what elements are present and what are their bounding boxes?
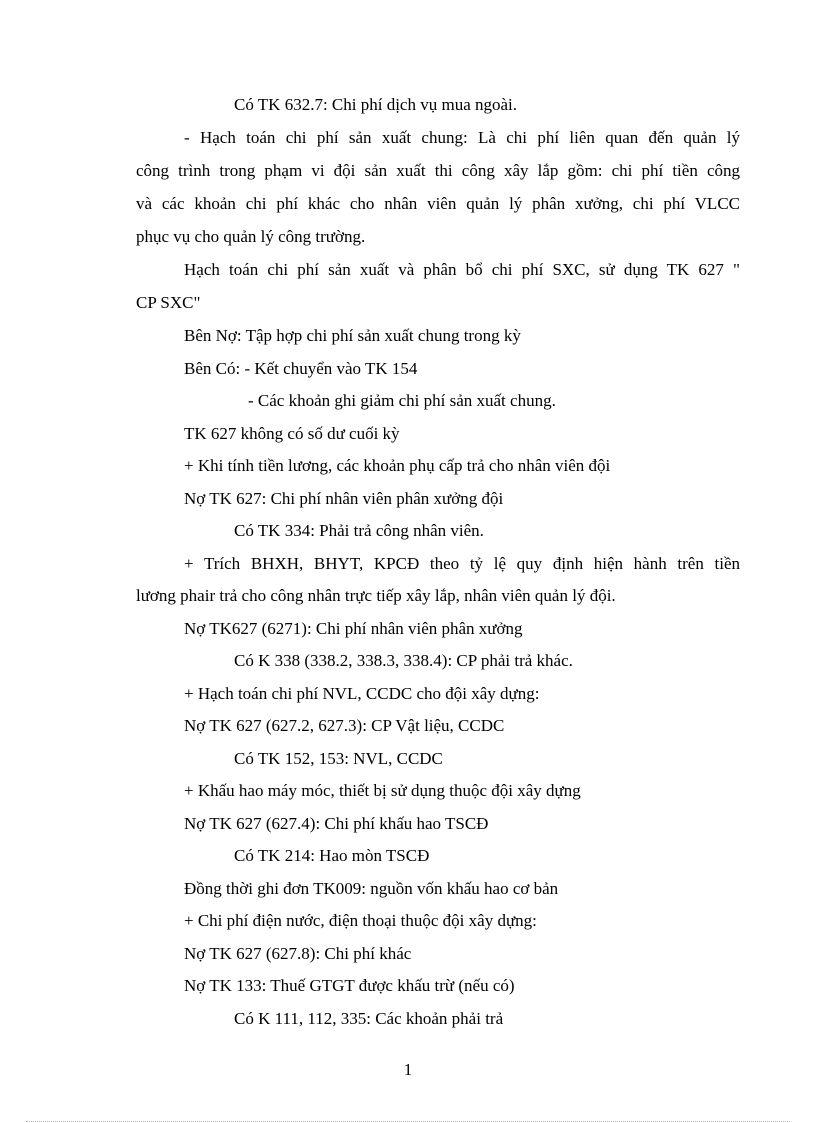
text-line: + Khi tính tiền lương, các khoản phụ cấp trả cho nhân viên đội xyxy=(184,456,611,475)
text-line: Có K 338 (338.2, 338.3, 338.4): CP phải trả khác. xyxy=(234,651,573,670)
paragraph-line: và các khoản chi phí khác cho nhân viên quản lý phân xưởng, chi phí VLCC xyxy=(136,194,740,213)
text-line: Nợ TK 627 (627.8): Chi phí khác xyxy=(184,944,412,963)
text-line: Có K 111, 112, 335: Các khoản phải trả xyxy=(234,1009,504,1028)
text-line: + Hạch toán chi phí NVL, CCDC cho đội xây dựng: xyxy=(184,684,540,703)
text-line: + Chi phí điện nước, điện thoại thuộc đội xây dựng: xyxy=(184,911,537,930)
paragraph-line: phục vụ cho quản lý công trường. xyxy=(136,227,366,246)
text-line: - Các khoản ghi giảm chi phí sản xuất chung. xyxy=(248,391,556,410)
paragraph-line: CP SXC" xyxy=(136,293,201,312)
text-line: Nợ TK 627 (627.2, 627.3): CP Vật liệu, CCDC xyxy=(184,716,505,735)
text-line: + Khấu hao máy móc, thiết bị sử dụng thuộc đội xây dựng xyxy=(184,781,581,800)
page-divider xyxy=(26,1121,790,1122)
text-line: Đồng thời ghi đơn TK009: nguồn vốn khấu hao cơ bản xyxy=(184,879,559,898)
paragraph-line: lương phair trả cho công nhân trực tiếp xây lắp, nhân viên quản lý đội. xyxy=(136,586,616,605)
text-line: TK 627 không có số dư cuối kỳ xyxy=(184,424,400,443)
text-line: Có TK 334: Phải trả công nhân viên. xyxy=(234,521,484,540)
paragraph-line: + Trích BHXH, BHYT, KPCĐ theo tỷ lệ quy định hiện hành trên tiền xyxy=(184,554,740,573)
text-line: Có TK 632.7: Chi phí dịch vụ mua ngoài. xyxy=(234,95,518,114)
text-line: Nợ TK 627: Chi phí nhân viên phân xưởng đội xyxy=(184,489,504,508)
paragraph-line: - Hạch toán chi phí sản xuất chung: Là chi phí liên quan đến quản lý xyxy=(184,128,740,147)
text-line: Có TK 214: Hao mòn TSCĐ xyxy=(234,846,430,865)
paragraph-line: Hạch toán chi phí sản xuất và phân bổ chi phí SXC, sử dụng TK 627 " xyxy=(184,260,740,279)
text-line: Bên Có: - Kết chuyển vào TK 154 xyxy=(184,359,418,378)
text-line: Nợ TK627 (6271): Chi phí nhân viên phân xưởng xyxy=(184,619,523,638)
paragraph-line: công trình trong phạm vi đội sản xuất thi công xây lắp gồm: chi phí tiền công xyxy=(136,161,740,180)
text-line: Nợ TK 627 (627.4): Chi phí khấu hao TSCĐ xyxy=(184,814,489,833)
text-line: Bên Nợ: Tập hợp chi phí sản xuất chung trong kỳ xyxy=(184,326,521,345)
text-line: Có TK 152, 153: NVL, CCDC xyxy=(234,749,443,768)
page-number: 1 xyxy=(403,1060,413,1079)
text-line: Nợ TK 133: Thuế GTGT được khấu trừ (nếu có) xyxy=(184,976,515,995)
